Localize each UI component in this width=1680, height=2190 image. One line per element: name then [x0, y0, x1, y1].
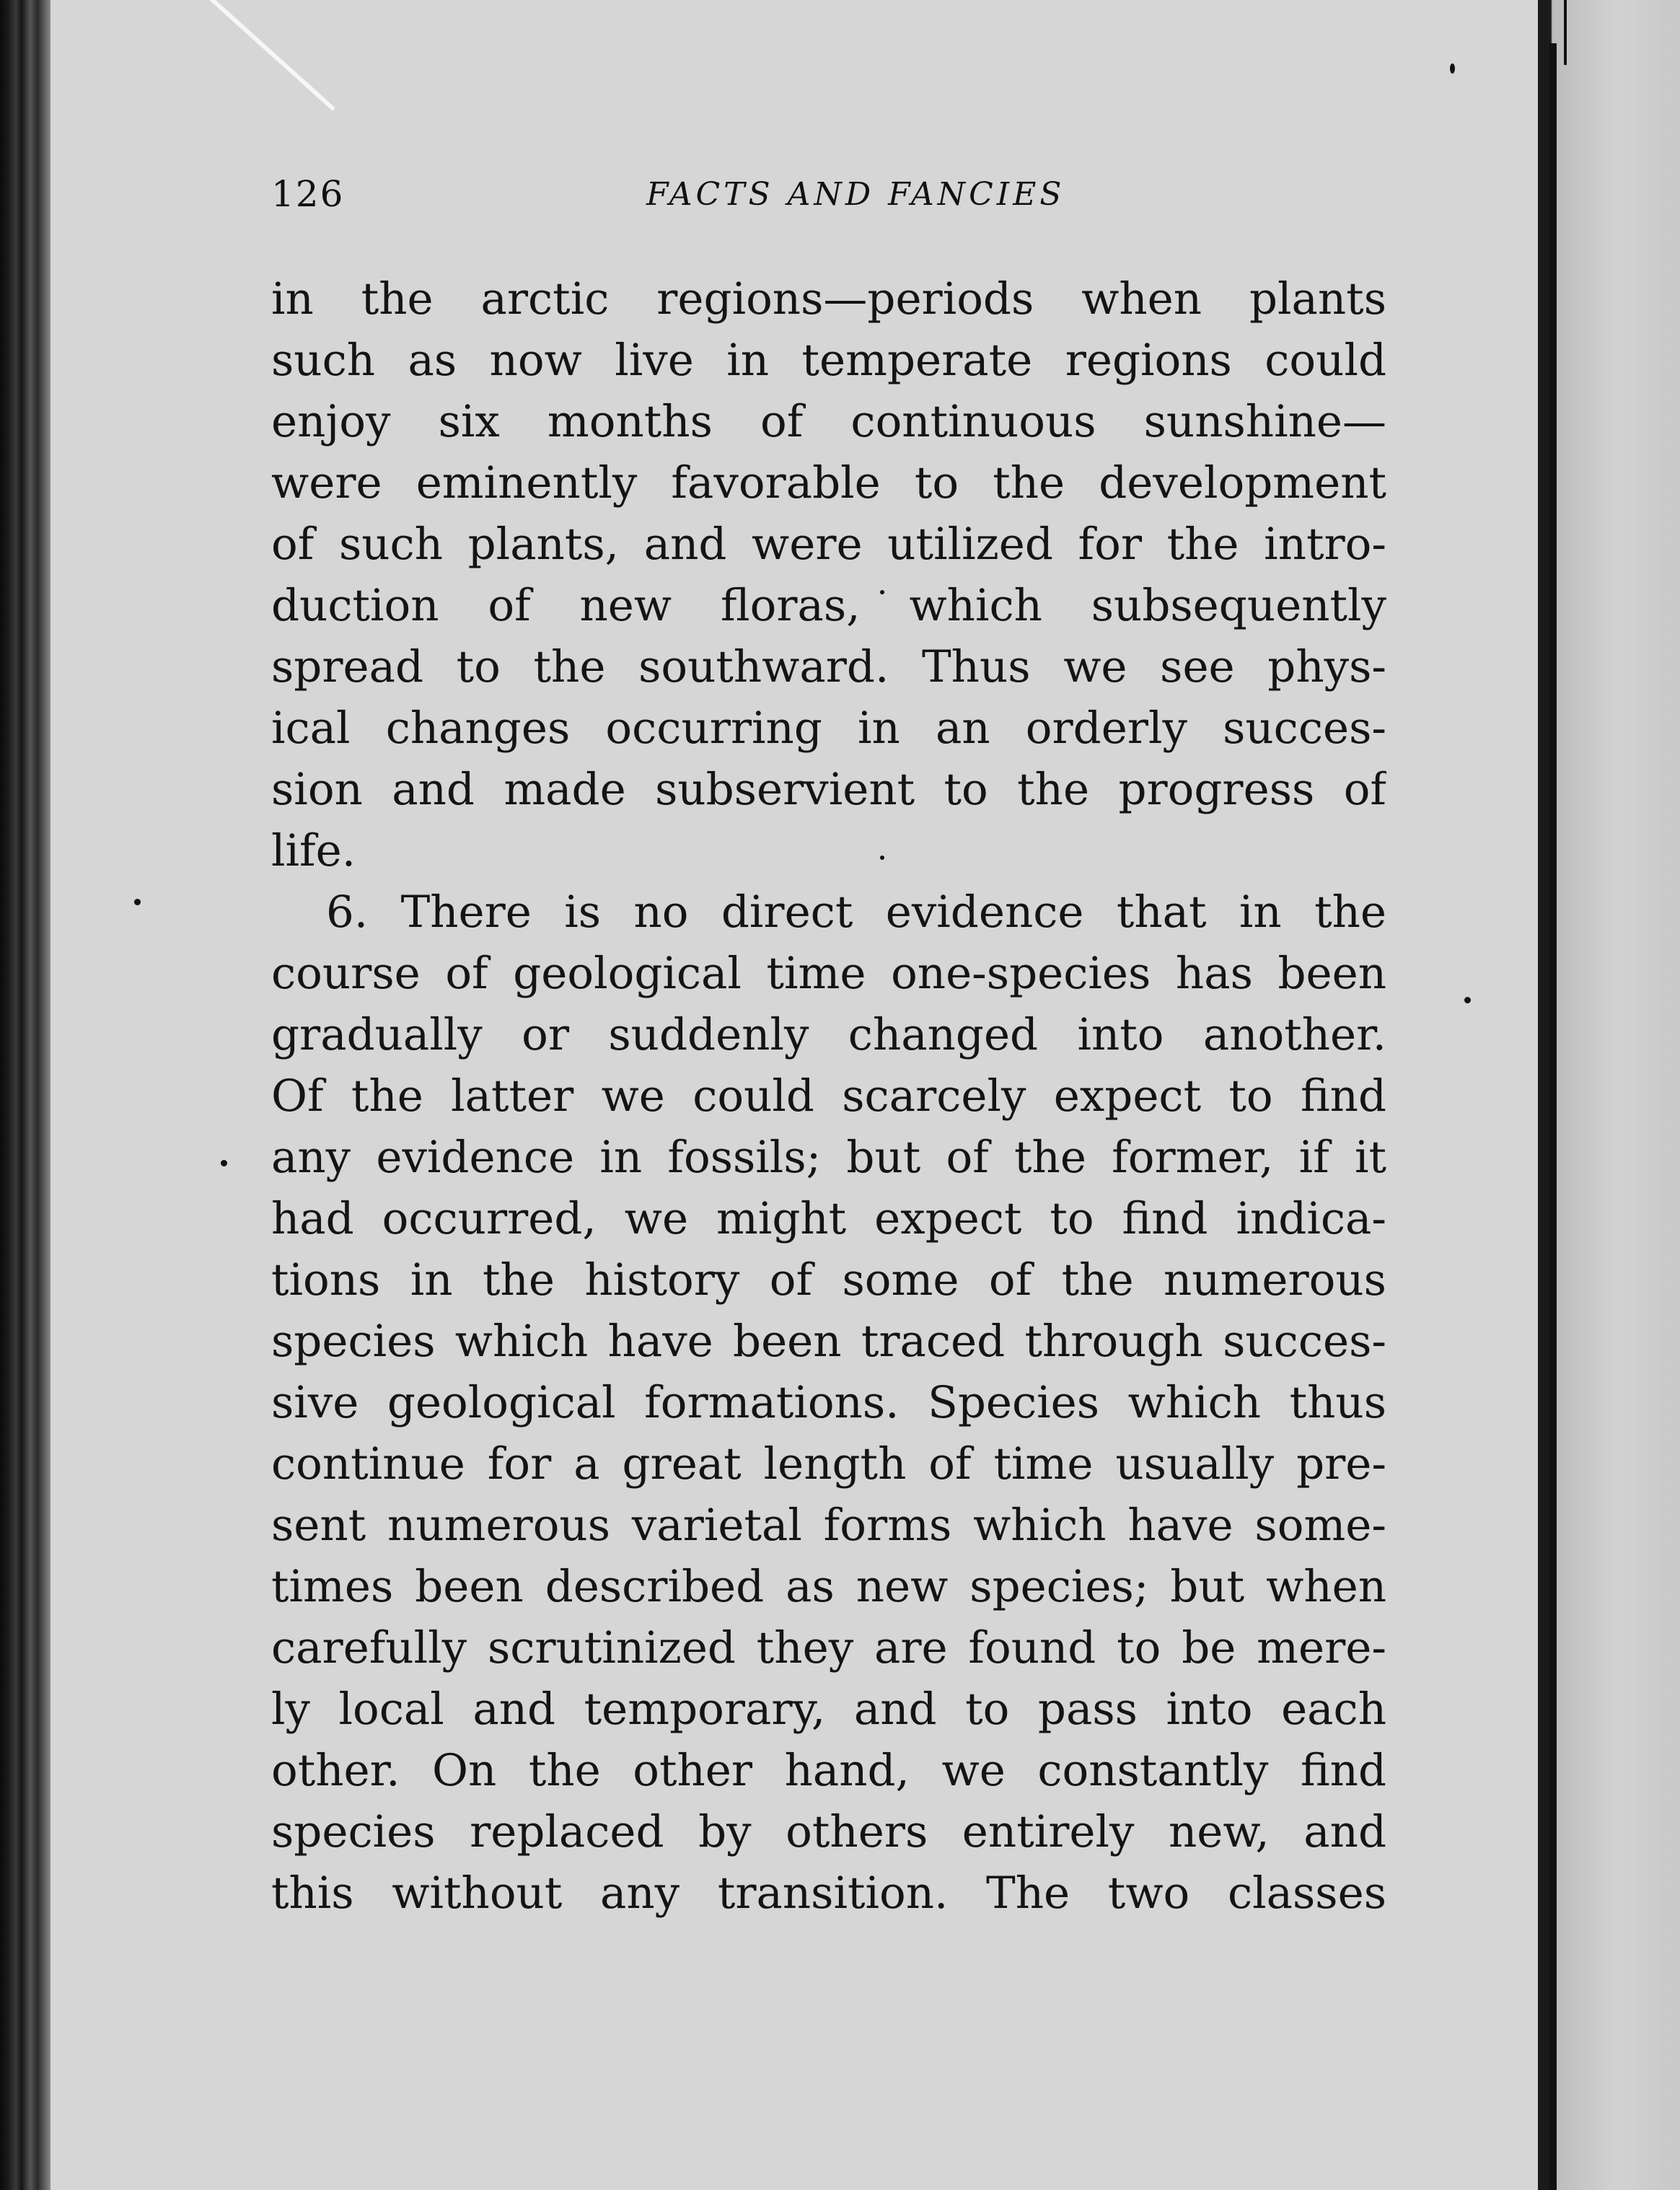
speck [221, 1160, 227, 1166]
text-line: species which have been traced through succes- [271, 1316, 1386, 1367]
text-line: times been described as new species; but when [271, 1561, 1386, 1612]
text-line: ly local and temporary, and to pass into each [271, 1684, 1386, 1735]
speck [1464, 997, 1471, 1003]
speck [134, 899, 141, 905]
text-line: this without any transition. The two classes [271, 1868, 1386, 1919]
text-line: spread to the southward. Thus we see phys- [271, 641, 1386, 692]
text-line: any evidence in fossils; but of the former, if it [271, 1132, 1386, 1183]
text-line: course of geological time one-species has been [271, 948, 1386, 999]
page-number: 126 [271, 173, 345, 215]
text-line: ical changes occurring in an orderly succes- [271, 703, 1386, 754]
text-line: were eminently favorable to the development [271, 457, 1386, 509]
text-line: had occurred, we might expect to find indica- [271, 1193, 1386, 1244]
text-line: gradually or suddenly changed into another. [271, 1009, 1386, 1060]
text-line: species replaced by others entirely new, and [271, 1806, 1386, 1857]
text-line: in the arctic regions—periods when plants [271, 273, 1386, 325]
gutter-line [1549, 43, 1557, 2190]
book-page [50, 0, 1538, 2190]
text-line: such as now live in temperate regions could [271, 335, 1386, 386]
text-line: carefully scrutinized they are found to be mere- [271, 1622, 1386, 1674]
text-line: sent numerous varietal forms which have some- [271, 1500, 1386, 1551]
page-gutter [1538, 0, 1680, 2190]
gutter-mark [1564, 0, 1567, 65]
text-line: 6. There is no direct evidence that in the [326, 887, 1386, 938]
page-header [271, 173, 1386, 231]
text-line: enjoy six months of continuous sunshine— [271, 396, 1386, 447]
running-title: FACTS AND FANCIES [646, 176, 1065, 213]
text-line: tions in the history of some of the numerous [271, 1254, 1386, 1306]
text-line: sion and made subservient to the progress of [271, 764, 1386, 815]
body-text [271, 268, 1386, 1924]
text-line: Of the latter we could scarcely expect to find [271, 1070, 1386, 1122]
text-line: of such plants, and were utilized for the intro- [271, 519, 1386, 570]
text-line: life. [271, 825, 356, 876]
text-line: continue for a great length of time usually pre- [271, 1438, 1386, 1490]
text-line: duction of new floras, which subsequently [271, 580, 1386, 631]
text-line: other. On the other hand, we constantly find [271, 1745, 1386, 1796]
speck [1450, 63, 1455, 74]
book-binding-edge [0, 0, 50, 2190]
text-line: sive geological formations. Species which thus [271, 1377, 1386, 1428]
